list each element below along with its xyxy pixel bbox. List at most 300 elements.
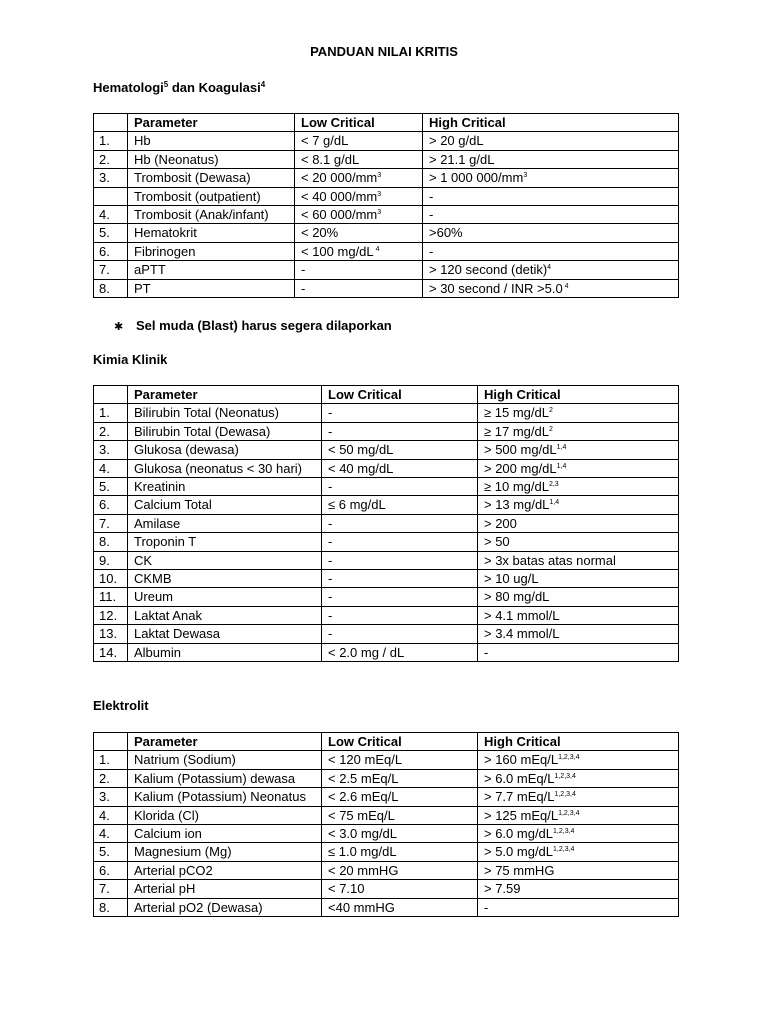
table-row [94,898,679,916]
parameter-cell [128,588,322,606]
row-number [94,206,128,224]
blast-note [114,318,392,333]
low-critical-cell [295,187,423,205]
table-row [94,606,679,624]
high-critical-cell-text: ≥ 10 mg/dL [484,479,549,495]
parameter-cell-text: Trombosit (Dewasa) [134,170,251,186]
low-critical-cell-text: < 2.6 mEq/L [328,789,399,805]
low-critical-cell [322,496,478,514]
row-number-text: 6. [99,243,110,259]
electrolytes-table [93,732,679,917]
row-number-text: 11. [99,589,117,605]
low-critical-cell-text: <40 mmHG [328,899,395,915]
parameter-cell [128,224,295,242]
low-critical-cell [295,150,423,168]
table-row [94,496,679,514]
row-number [94,570,128,588]
table-row [94,422,679,440]
high-critical-cell-footnote: 2 [548,425,553,433]
parameter-cell [128,242,295,260]
table-row [94,459,679,477]
high-critical-cell [423,150,679,168]
high-critical-cell-footnote: 1,2,3,4 [553,828,575,836]
table-row [94,625,679,643]
row-number [94,150,128,168]
parameter-cell-text: Hb (Neonatus) [134,151,219,167]
low-critical-cell-text: - [328,479,333,495]
low-critical-cell [322,843,478,861]
parameter-cell-text: Klorida (Cl) [134,807,200,823]
row-number-text: 10. [99,571,118,587]
parameter-cell-text: Amilase [134,515,181,531]
row-number-text: 8. [99,899,110,915]
low-critical-cell [322,514,478,532]
low-critical-cell [295,279,423,297]
row-number-text: 9. [99,552,110,568]
high-critical-cell [478,751,679,769]
high-critical-cell [423,224,679,242]
high-critical-cell-text: > 10 ug/L [484,571,539,587]
high-critical-cell-text: > 6.0 mg/dL [484,826,554,842]
parameter-cell [128,643,322,661]
low-critical-cell [322,533,478,551]
table-row [94,788,679,806]
high-critical-cell [478,861,679,879]
low-critical-cell-text: < 8.1 g/dL [301,151,360,167]
parameter-cell [128,514,322,532]
high-critical-cell [478,478,679,496]
table-header-row [94,733,679,751]
row-number [94,496,128,514]
page-title: PANDUAN NILAI KRITIS [310,44,458,59]
low-critical-cell-text: < 100 mg/dL [301,243,374,259]
row-number [94,551,128,569]
column-header [128,386,322,404]
hematology-heading-sup2: 4 [260,80,266,89]
parameter-cell [128,150,295,168]
low-critical-cell [295,132,423,150]
column-header [322,386,478,404]
column-header [478,733,679,751]
row-number [94,478,128,496]
parameter-cell [128,880,322,898]
column-header-text: Parameter [134,734,198,749]
high-critical-cell-text: > 3x batas atas normal [484,552,616,568]
column-header [295,114,423,132]
high-critical-cell [478,496,679,514]
chemistry-heading: Kimia Klinik [93,352,168,367]
high-critical-cell [478,880,679,898]
low-critical-cell-text: - [328,515,333,531]
high-critical-cell-text: > 1 000 000/mm [429,170,524,186]
high-critical-cell-text: > 200 [484,515,517,531]
row-number-text: 3. [99,442,110,458]
low-critical-cell-text: - [328,423,333,439]
table-row [94,441,679,459]
high-critical-cell-text: > 13 mg/dL [484,497,550,513]
row-number [94,825,128,843]
low-critical-cell [295,169,423,187]
parameter-cell-text: Arterial pH [134,881,196,897]
hematology-heading-text: Hematologi [93,80,164,95]
parameter-cell [128,496,322,514]
low-critical-cell [295,206,423,224]
parameter-cell-text: Natrium (Sodium) [134,752,236,768]
table-row [94,806,679,824]
row-number [94,625,128,643]
row-number [94,279,128,297]
low-critical-cell-text: - [328,405,333,421]
high-critical-cell-text: - [429,243,434,259]
low-critical-cell-text: - [328,571,333,587]
row-number [94,533,128,551]
low-critical-cell [322,606,478,624]
table-row [94,533,679,551]
row-number-text: 12. [99,607,118,623]
row-number [94,606,128,624]
low-critical-cell-footnote: 3 [377,209,382,217]
table-row [94,551,679,569]
table-row [94,478,679,496]
high-critical-cell [423,132,679,150]
table-row [94,570,679,588]
row-number-text: 7. [99,881,110,897]
low-critical-cell-text: < 20 mmHG [328,862,399,878]
row-number [94,169,128,187]
row-number [94,459,128,477]
row-number [94,769,128,787]
high-critical-cell-text: > 160 mEq/L [484,752,559,768]
column-header [128,733,322,751]
table-row [94,150,679,168]
parameter-cell-text: Bilirubin Total (Dewasa) [134,423,271,439]
row-number-text: 7. [99,515,110,531]
parameter-cell-text: Troponin T [134,534,197,550]
table-row [94,279,679,297]
low-critical-cell-text: < 3.0 mg/dL [328,826,398,842]
high-critical-cell [478,570,679,588]
high-critical-cell-footnote: 4 [547,264,552,272]
row-number [94,514,128,532]
parameter-cell [128,551,322,569]
hematology-heading-mid: dan Koagulasi [168,80,261,95]
parameter-cell-text: Laktat Dewasa [134,626,220,642]
high-critical-cell-footnote: 1,2,3,4 [553,846,575,854]
low-critical-cell-text: - [328,589,333,605]
row-number [94,643,128,661]
high-critical-cell-footnote: 1,4 [549,499,560,507]
parameter-cell-text: Ureum [134,589,174,605]
column-header [128,114,295,132]
parameter-cell [128,132,295,150]
table-row [94,132,679,150]
row-number-text: 2. [99,770,110,786]
table-row [94,261,679,279]
parameter-cell [128,861,322,879]
high-critical-cell-footnote: 2,3 [548,481,559,489]
parameter-cell [128,169,295,187]
low-critical-cell-text: < 2.5 mEq/L [328,770,399,786]
low-critical-cell-text: < 75 mEq/L [328,807,395,823]
column-header-text: Parameter [134,115,198,130]
row-number [94,788,128,806]
table-row [94,242,679,260]
low-critical-cell-text: - [328,534,333,550]
parameter-cell-text: Arterial pO2 (Dewasa) [134,899,263,915]
low-critical-cell-text: - [328,607,333,623]
high-critical-cell [478,514,679,532]
parameter-cell [128,441,322,459]
high-critical-cell [478,588,679,606]
row-number [94,404,128,422]
row-number [94,898,128,916]
parameter-cell [128,187,295,205]
chemistry-table [93,385,679,662]
parameter-cell [128,478,322,496]
high-critical-cell-text: > 80 mg/dL [484,589,550,605]
high-critical-cell-text: - [429,207,434,223]
row-number [94,187,128,205]
high-critical-cell [478,533,679,551]
parameter-cell-text: Calcium Total [134,497,212,513]
high-critical-cell-footnote: 1,4 [556,462,567,470]
low-critical-cell-text: - [328,626,333,642]
row-number [94,261,128,279]
high-critical-cell [478,788,679,806]
high-critical-cell-text: > 200 mg/dL [484,460,557,476]
parameter-cell [128,751,322,769]
row-number [94,861,128,879]
table-row [94,206,679,224]
column-header-text: High Critical [429,115,506,130]
high-critical-cell [478,422,679,440]
table-row [94,514,679,532]
table-row [94,880,679,898]
low-critical-cell [322,861,478,879]
low-critical-cell-footnote: 3 [377,190,382,198]
row-number-text: 3. [99,170,110,186]
high-critical-cell [423,242,679,260]
high-critical-cell [478,643,679,661]
parameter-cell [128,606,322,624]
high-critical-cell [423,187,679,205]
row-number-text: 2. [99,151,110,167]
row-number-text: 13. [99,626,118,642]
parameter-cell [128,206,295,224]
table-row [94,224,679,242]
low-critical-cell [322,825,478,843]
low-critical-cell [322,880,478,898]
parameter-cell [128,422,322,440]
low-critical-cell-text: < 20 000/mm [301,170,378,186]
column-header-text: Low Critical [328,734,402,749]
column-header [94,733,128,751]
high-critical-cell [478,825,679,843]
parameter-cell [128,898,322,916]
parameter-cell [128,843,322,861]
parameter-cell-text: Glukosa (dewasa) [134,442,239,458]
column-header [94,386,128,404]
column-header [423,114,679,132]
row-number-text: 5. [99,479,110,495]
column-header-text: High Critical [484,387,561,402]
row-number [94,806,128,824]
high-critical-cell-text: > 50 [484,534,510,550]
row-number-text: 1. [99,405,110,421]
row-number [94,880,128,898]
high-critical-cell [423,169,679,187]
high-critical-cell-footnote: 1,2,3,4 [558,809,580,817]
row-number-text: 6. [99,862,110,878]
parameter-cell-text: Arterial pCO2 [134,862,213,878]
high-critical-cell-text: ≥ 17 mg/dL [484,423,549,439]
high-critical-cell [478,843,679,861]
low-critical-cell-text: - [301,262,306,278]
low-critical-cell [322,769,478,787]
parameter-cell-text: PT [134,280,151,296]
row-number-text: 8. [99,534,110,550]
low-critical-cell [322,625,478,643]
parameter-cell [128,459,322,477]
table-row [94,843,679,861]
table-header-row [94,386,679,404]
row-number-text: 1. [99,133,110,149]
row-number-text: 1. [99,752,110,768]
row-number-text: 6. [99,497,110,513]
parameter-cell-text: aPTT [134,262,166,278]
column-header [322,733,478,751]
high-critical-cell-footnote: 2 [548,407,553,415]
high-critical-cell-text: > 500 mg/dL [484,442,557,458]
high-critical-cell-text: - [429,188,434,204]
row-number [94,843,128,861]
row-number [94,422,128,440]
row-number [94,132,128,150]
high-critical-cell-text: > 125 mEq/L [484,807,559,823]
hematology-heading [93,80,265,95]
high-critical-cell [478,459,679,477]
high-critical-cell-footnote: 1,2,3,4 [558,754,580,762]
low-critical-cell-text: < 60 000/mm [301,207,378,223]
high-critical-cell-text: >60% [429,225,463,241]
blast-note-text: Sel muda (Blast) harus segera dilaporkan [136,318,392,333]
low-critical-cell-text: < 7 g/dL [301,133,349,149]
low-critical-cell [322,806,478,824]
row-number [94,224,128,242]
high-critical-cell [478,769,679,787]
low-critical-cell [322,898,478,916]
column-header [94,114,128,132]
parameter-cell [128,625,322,643]
row-number-text: 5. [99,225,110,241]
parameter-cell-text: Calcium ion [134,826,202,842]
high-critical-cell-text: > 120 second (detik) [429,262,548,278]
parameter-cell-text: Fibrinogen [134,243,196,259]
low-critical-cell [322,570,478,588]
high-critical-cell-footnote: 1,2,3,4 [554,791,576,799]
row-number-text: 4. [99,826,110,842]
high-critical-cell [423,206,679,224]
row-number [94,588,128,606]
low-critical-cell-text: < 40 000/mm [301,188,378,204]
hematology-heading-sup: 5 [163,80,169,89]
parameter-cell-text: Albumin [134,644,181,660]
parameter-cell-text: Kalium (Potassium) Neonatus [134,789,306,805]
low-critical-cell [322,551,478,569]
high-critical-cell [478,606,679,624]
low-critical-cell-text: < 20% [301,225,339,241]
high-critical-cell [478,441,679,459]
parameter-cell-text: Trombosit (outpatient) [134,188,261,204]
high-critical-cell-text: > 20 g/dL [429,133,484,149]
parameter-cell-text: Trombosit (Anak/infant) [134,207,269,223]
high-critical-cell-text: > 7.7 mEq/L [484,789,555,805]
low-critical-cell-text: ≤ 1.0 mg/dL [328,844,397,860]
high-critical-cell [478,404,679,422]
table-header-row [94,114,679,132]
high-critical-cell-footnote: 4 [562,282,569,290]
high-critical-cell-text: > 5.0 mg/dL [484,844,554,860]
high-critical-cell-text: > 21.1 g/dL [429,151,495,167]
high-critical-cell-footnote: 1,4 [556,444,567,452]
parameter-cell [128,404,322,422]
low-critical-cell [322,422,478,440]
row-number-text: 8. [99,280,110,296]
table-row [94,588,679,606]
high-critical-cell-text: ≥ 15 mg/dL [484,405,549,421]
high-critical-cell [423,279,679,297]
parameter-cell-text: Kreatinin [134,479,186,495]
high-critical-cell [478,625,679,643]
low-critical-cell-text: - [301,280,306,296]
row-number-text: 4. [99,460,110,476]
parameter-cell [128,533,322,551]
parameter-cell [128,279,295,297]
high-critical-cell [478,806,679,824]
low-critical-cell [295,224,423,242]
row-number-text: 5. [99,844,110,860]
high-critical-cell [423,261,679,279]
column-header-text: High Critical [484,734,561,749]
parameter-cell-text: Bilirubin Total (Neonatus) [134,405,279,421]
low-critical-cell-text: < 7.10 [328,881,365,897]
parameter-cell [128,769,322,787]
low-critical-cell [322,441,478,459]
parameter-cell-text: Laktat Anak [134,607,202,623]
high-critical-cell-text: > 75 mmHG [484,862,555,878]
parameter-cell-text: Magnesium (Mg) [134,844,232,860]
table-row [94,861,679,879]
table-row [94,751,679,769]
parameter-cell [128,570,322,588]
row-number-text: 14. [99,644,118,660]
parameter-cell [128,788,322,806]
row-number [94,751,128,769]
low-critical-cell [322,788,478,806]
high-critical-cell [478,898,679,916]
high-critical-cell-text: > 6.0 mEq/L [484,770,555,786]
column-header-text: Low Critical [328,387,402,402]
parameter-cell [128,825,322,843]
parameter-cell-text: CK [134,552,153,568]
low-critical-cell [322,643,478,661]
row-number-text: 3. [99,789,110,805]
row-number [94,242,128,260]
row-number-text: 7. [99,262,110,278]
low-critical-cell-footnote: 4 [373,245,380,253]
high-critical-cell-footnote: 3 [523,172,528,180]
table-row [94,769,679,787]
